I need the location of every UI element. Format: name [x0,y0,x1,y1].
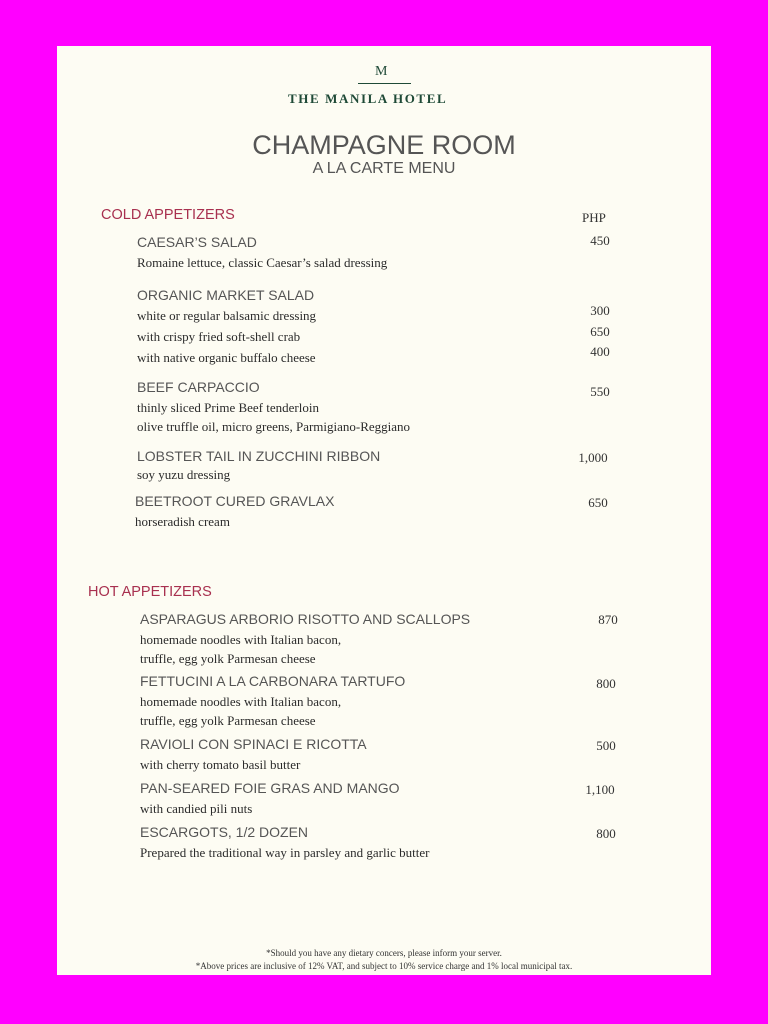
item-option-price: 650 [590,324,610,339]
item-name-foie-gras: PAN-SEARED FOIE GRAS AND MANGO [140,780,400,796]
item-desc-asparagus-risotto: homemade noodles with Italian bacon, [140,632,342,647]
menu-page [57,46,711,975]
item-desc-caesar-salad: Romaine lettuce, classic Caesar’s salad dressing [137,255,388,270]
hotel-logo-letter: M [375,64,389,79]
currency-label: PHP [582,210,606,225]
item-price-asparagus-risotto: 870 [598,612,618,627]
price-note: *Above prices are inclusive of 12% VAT, and subject to 10% service charge and 1% local municipal tax. [195,961,573,971]
section-heading-cold-appetizers: COLD APPETIZERS [101,207,235,223]
item-desc-asparagus-risotto: truffle, egg yolk Parmesan cheese [140,651,316,666]
item-name-organic-market-salad: ORGANIC MARKET SALAD [137,287,315,303]
item-option-desc: with native organic buffalo cheese [137,350,316,365]
hotel-name: THE MANILA HOTEL [288,91,448,106]
item-name-ravioli: RAVIOLI CON SPINACI E RICOTTA [140,736,367,752]
item-desc-foie-gras: with candied pili nuts [140,801,253,816]
item-price-beef-carpaccio: 550 [590,384,610,399]
item-desc-beef-carpaccio: olive truffle oil, micro greens, Parmigiano-Reggiano [137,419,411,434]
item-name-beetroot-gravlax: BEETROOT CURED GRAVLAX [135,493,335,509]
item-name-escargots: ESCARGOTS, 1/2 DOZEN [140,824,309,840]
item-name-fettucini-carbonara: FETTUCINI A LA CARBONARA TARTUFO [140,673,406,689]
menu-subtitle: A LA CARTE MENU [312,160,456,177]
item-desc-fettucini-carbonara: truffle, egg yolk Parmesan cheese [140,713,316,728]
dietary-note: *Should you have any dietary concers, please inform your server. [266,948,502,958]
item-name-lobster-tail: LOBSTER TAIL IN ZUCCHINI RIBBON [137,448,381,464]
item-price-escargots: 800 [596,826,616,841]
item-desc-beetroot-gravlax: horseradish cream [135,514,230,529]
item-option-desc: white or regular balsamic dressing [137,308,317,323]
item-desc-escargots: Prepared the traditional way in parsley and garlic butter [140,845,430,860]
item-option-price: 400 [590,344,610,359]
item-name-caesar-salad: CAESAR’S SALAD [137,234,257,250]
item-name-asparagus-risotto: ASPARAGUS ARBORIO RISOTTO AND SCALLOPS [140,611,471,627]
item-price-caesar-salad: 450 [590,233,610,248]
item-name-beef-carpaccio: BEEF CARPACCIO [137,379,260,395]
item-desc-ravioli: with cherry tomato basil butter [140,757,301,772]
item-desc-beef-carpaccio: thinly sliced Prime Beef tenderloin [137,400,319,415]
item-option-price: 300 [590,303,610,318]
item-desc-lobster-tail: soy yuzu dressing [137,467,231,482]
item-price-fettucini-carbonara: 800 [596,676,616,691]
item-price-ravioli: 500 [596,738,616,753]
item-desc-fettucini-carbonara: homemade noodles with Italian bacon, [140,694,342,709]
section-heading-hot-appetizers: HOT APPETIZERS [88,584,212,600]
item-price-beetroot-gravlax: 650 [588,495,608,510]
item-price-foie-gras: 1,100 [585,782,615,797]
item-option-desc: with crispy fried soft-shell crab [137,329,301,344]
logo-divider [358,83,411,84]
menu-title: CHAMPAGNE ROOM [252,130,516,160]
item-price-lobster-tail: 1,000 [578,450,608,465]
